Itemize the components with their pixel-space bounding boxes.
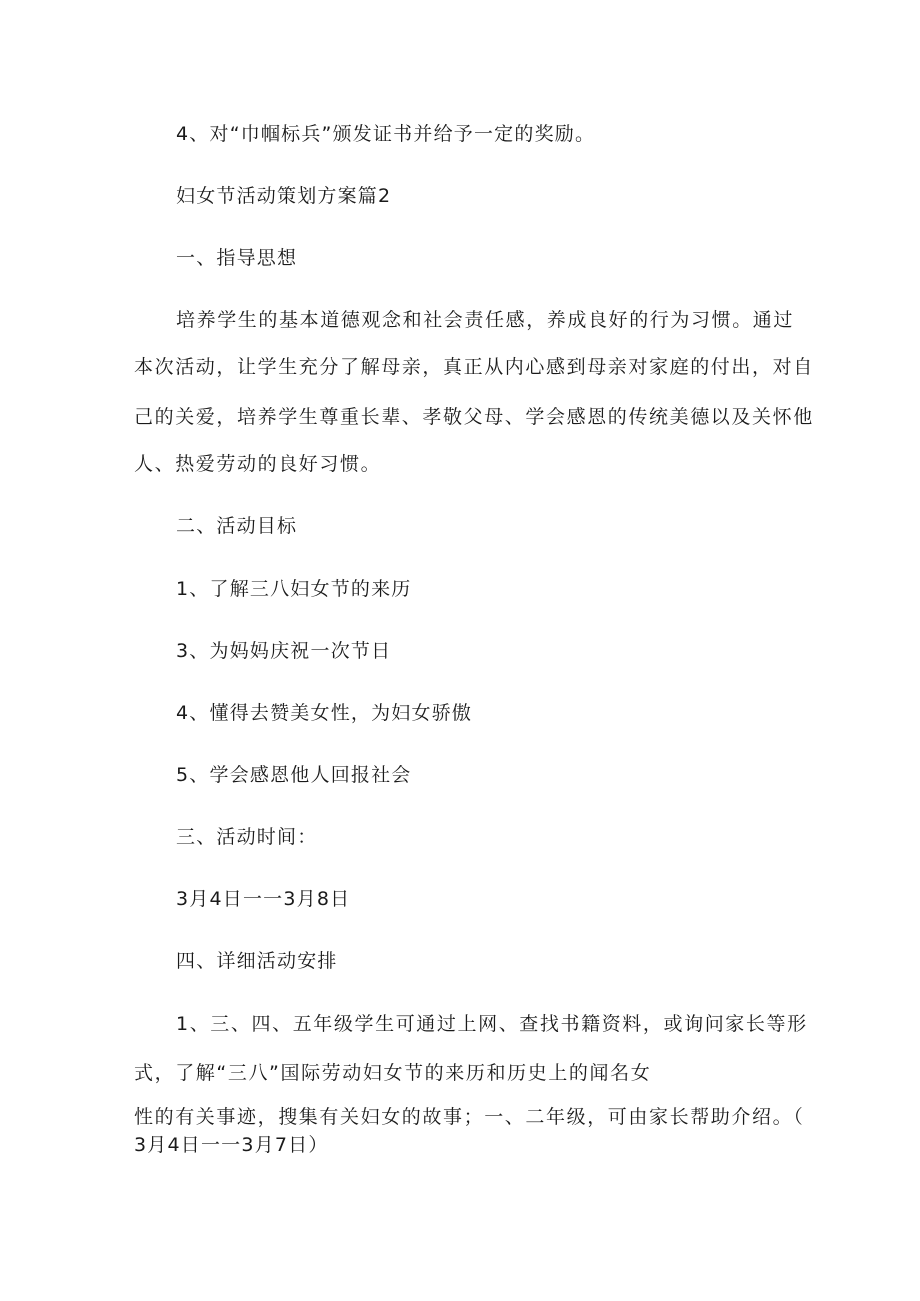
heading-detailed-arrangement: 四、详细活动安排 — [176, 950, 338, 972]
paragraph-line-2: 本次活动，让学生充分了解母亲，真正从内心感到母亲对家庭的付出，对自 — [134, 356, 814, 378]
heading-activity-time: 三、活动时间： — [176, 826, 318, 848]
goal-item-3: 3、为妈妈庆祝一次节日 — [176, 640, 392, 662]
arrangement-line-3: 性的有关事迹，搜集有关妇女的故事；一、二年级，可由家长帮助介绍。（ — [134, 1106, 805, 1128]
section-title: 妇女节活动策划方案篇2 — [176, 185, 392, 207]
goal-item-4: 4、懂得去赞美女性，为妇女骄傲 — [176, 702, 473, 724]
award-item-4: 4、对“巾帼标兵”颁发证书并给予一定的奖励。 — [176, 123, 596, 145]
arrangement-line-4: 3月4日一一3月7日） — [134, 1134, 329, 1156]
heading-guiding-thought: 一、指导思想 — [176, 247, 298, 269]
activity-time-range: 3月4日一一3月8日 — [176, 888, 351, 910]
paragraph-line-3: 己的关爱，培养学生尊重长辈、孝敬父母、学会感恩的传统美德以及关怀他 — [134, 406, 814, 428]
goal-item-1: 1、了解三八妇女节的来历 — [176, 578, 412, 600]
paragraph-line-4: 人、热爱劳动的良好习惯。 — [134, 453, 382, 475]
arrangement-line-1: 1、三、四、五年级学生可通过上网、查找书籍资料，或询问家长等形 — [176, 1013, 808, 1035]
arrangement-line-2: 式，了解“三八”国际劳动妇女节的来历和历史上的闻名女 — [134, 1062, 652, 1084]
goal-item-5: 5、学会感恩他人回报社会 — [176, 764, 412, 786]
heading-activity-goals: 二、活动目标 — [176, 515, 298, 537]
paragraph-line-1: 培养学生的基本道德观念和社会责任感，养成良好的行为习惯。通过 — [176, 309, 795, 331]
